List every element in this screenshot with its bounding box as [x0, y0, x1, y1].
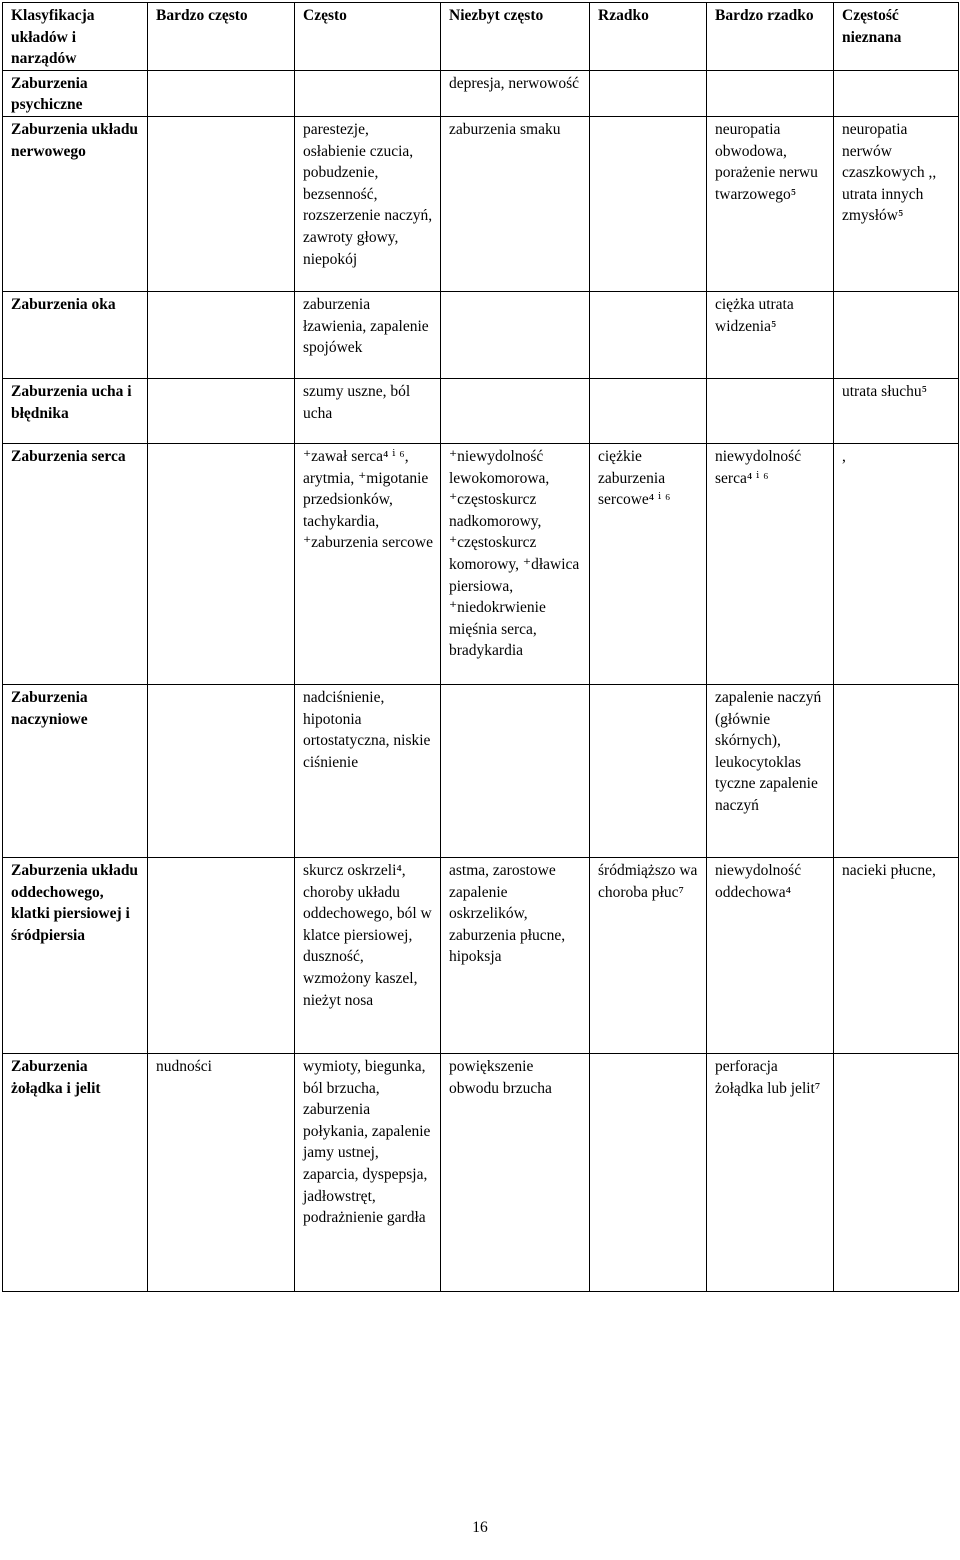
header-row [3, 3, 959, 71]
uncommon-cell [441, 378, 590, 443]
table-row [3, 291, 959, 378]
organ-class-cell: Zaburzenia oka [3, 291, 148, 378]
very-rare-cell: niewydolność oddechowa⁴ [707, 857, 834, 1053]
page-number: 16 [472, 1519, 488, 1536]
table-row [3, 857, 959, 1053]
unknown-frequency-cell: , [834, 443, 959, 684]
unknown-frequency-cell [834, 291, 959, 378]
very-rare-cell: perforacja żołądka lub jelit⁷ [707, 1053, 834, 1291]
common-cell: skurcz oskrzeli⁴, choroby układu oddechowego, ból w klatce piersiowej, duszność, wzmożony kaszel, nieżyt nosa [295, 857, 441, 1053]
common-cell: wymioty, biegunka, ból brzucha, zaburzenia połykania, zapalenie jamy ustnej, zaparcia, dyspepsja, jadłowstręt, podrażnienie gardła [295, 1053, 441, 1291]
adverse-reactions-table [2, 2, 959, 1292]
table-row [3, 116, 959, 291]
very-common-cell: nudności [148, 1053, 295, 1291]
very-rare-cell [707, 378, 834, 443]
common-cell: ⁺zawał serca⁴ ⁱ ⁶, arytmia, ⁺migotanie przedsionków, tachykardia, ⁺zaburzenia sercowe [295, 443, 441, 684]
common-cell: szumy uszne, ból ucha [295, 378, 441, 443]
unknown-frequency-cell: utrata słuchu⁵ [834, 378, 959, 443]
organ-class-cell: Zaburzenia naczyniowe [3, 684, 148, 857]
rare-cell [590, 1053, 707, 1291]
very-common-cell [148, 443, 295, 684]
unknown-frequency-cell: nacieki płucne, [834, 857, 959, 1053]
header-rare: Rzadko [590, 3, 707, 71]
very-common-cell [148, 70, 295, 116]
very-common-cell [148, 857, 295, 1053]
unknown-frequency-cell [834, 70, 959, 116]
very-common-cell [148, 116, 295, 291]
common-cell: nadciśnienie, hipotonia ortostatyczna, niskie ciśnienie [295, 684, 441, 857]
rare-cell: śródmiąższo wa choroba płuc⁷ [590, 857, 707, 1053]
uncommon-cell: ⁺niewydolność lewokomorowa, ⁺częstoskurcz nadkomorowy, ⁺częstoskurcz komorowy, ⁺dławica piersiowa, ⁺niedokrwienie mięśnia serca, bradykardia [441, 443, 590, 684]
very-rare-cell [707, 70, 834, 116]
header-unknown: Częstość nieznana [834, 3, 959, 71]
unknown-frequency-cell [834, 1053, 959, 1291]
uncommon-cell [441, 684, 590, 857]
uncommon-cell: zaburzenia smaku [441, 116, 590, 291]
table-row [3, 684, 959, 857]
organ-class-cell: Zaburzenia układu oddechowego, klatki piersiowej i śródpiersia [3, 857, 148, 1053]
unknown-frequency-cell [834, 684, 959, 857]
organ-class-cell: Zaburzenia układu nerwowego [3, 116, 148, 291]
table-row [3, 443, 959, 684]
uncommon-cell: powiększenie obwodu brzucha [441, 1053, 590, 1291]
rare-cell [590, 378, 707, 443]
common-cell: zaburzenia łzawienia, zapalenie spojówek [295, 291, 441, 378]
header-very-rare: Bardzo rzadko [707, 3, 834, 71]
rare-cell [590, 291, 707, 378]
rare-cell [590, 70, 707, 116]
header-organ-class: Klasyfikacja układów i narządów [3, 3, 148, 71]
header-common: Często [295, 3, 441, 71]
common-cell: parestezje, osłabienie czucia, pobudzenie, bezsenność, rozszerzenie naczyń, zawroty głowy, niepokój [295, 116, 441, 291]
organ-class-cell: Zaburzenia ucha i błędnika [3, 378, 148, 443]
table-row [3, 70, 959, 116]
header-very-common: Bardzo często [148, 3, 295, 71]
common-cell [295, 70, 441, 116]
table-row [3, 1053, 959, 1291]
unknown-frequency-cell: neuropatia nerwów czaszkowych ,, utrata innych zmysłów⁵ [834, 116, 959, 291]
table-row [3, 378, 959, 443]
uncommon-cell [441, 291, 590, 378]
very-rare-cell: ciężka utrata widzenia⁵ [707, 291, 834, 378]
header-uncommon: Niezbyt często [441, 3, 590, 71]
organ-class-cell: Zaburzenia serca [3, 443, 148, 684]
rare-cell [590, 116, 707, 291]
uncommon-cell: astma, zarostowe zapalenie oskrzelików, zaburzenia płucne, hipoksja [441, 857, 590, 1053]
very-common-cell [148, 378, 295, 443]
very-rare-cell: neuropatia obwodowa, porażenie nerwu twarzowego⁵ [707, 116, 834, 291]
rare-cell: ciężkie zaburzenia sercowe⁴ ⁱ ⁶ [590, 443, 707, 684]
rare-cell [590, 684, 707, 857]
very-common-cell [148, 291, 295, 378]
uncommon-cell: depresja, nerwowość [441, 70, 590, 116]
very-rare-cell: niewydolność serca⁴ ⁱ ⁶ [707, 443, 834, 684]
very-rare-cell: zapalenie naczyń (głównie skórnych), leukocytoklas tyczne zapalenie naczyń [707, 684, 834, 857]
organ-class-cell: Zaburzenia żołądka i jelit [3, 1053, 148, 1291]
very-common-cell [148, 684, 295, 857]
organ-class-cell: Zaburzenia psychiczne [3, 70, 148, 116]
